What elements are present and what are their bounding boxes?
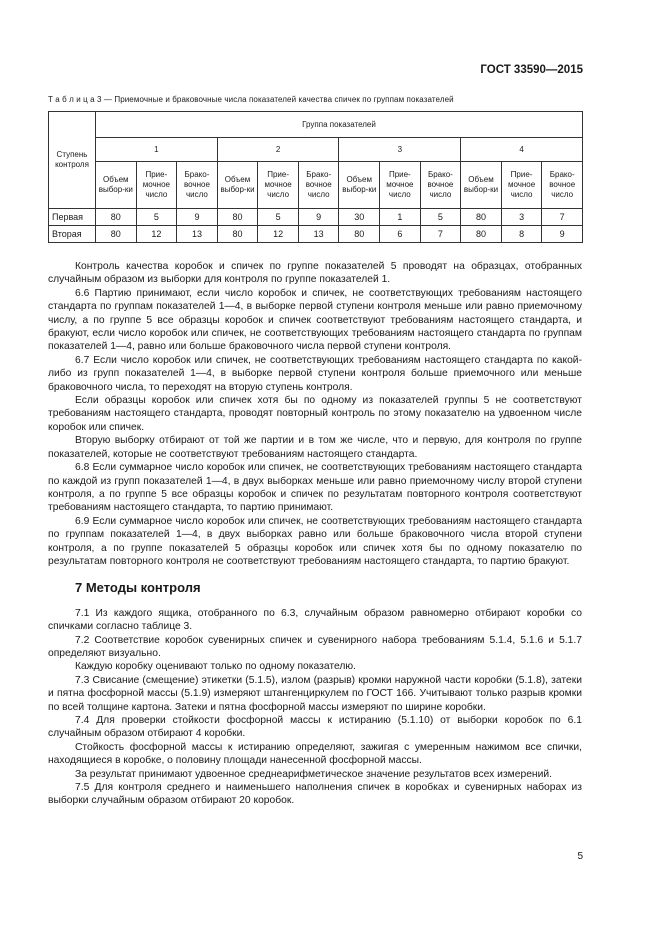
subheader-rejection: Брако-вочное число bbox=[542, 162, 583, 209]
group-number: 3 bbox=[339, 138, 461, 162]
group-number: 1 bbox=[96, 138, 218, 162]
group-number: 4 bbox=[461, 138, 583, 162]
acceptance-table bbox=[48, 111, 583, 243]
paragraph: Вторую выборку отбирают от той же партии и в том же числе, что и первую, для контроля по группе показателей, которые не соответствуют требованиям настоящего стандарта. bbox=[48, 435, 582, 460]
table-cell: 80 bbox=[461, 226, 502, 243]
group-number: 2 bbox=[217, 138, 339, 162]
table-cell: 7 bbox=[542, 209, 583, 226]
subheader-sample-size: Объем выбор-ки bbox=[217, 162, 258, 209]
table-cell: 80 bbox=[96, 226, 137, 243]
table-row bbox=[49, 226, 583, 243]
table-cell: 9 bbox=[177, 209, 218, 226]
body-text bbox=[48, 260, 582, 808]
table-cell: 80 bbox=[339, 226, 380, 243]
table-cell: 12 bbox=[136, 226, 177, 243]
table-cell: 30 bbox=[339, 209, 380, 226]
row-label: Вторая bbox=[49, 226, 96, 243]
table-cell: 9 bbox=[542, 226, 583, 243]
table-cell: 8 bbox=[501, 226, 542, 243]
table-cell: 80 bbox=[217, 226, 258, 243]
table-cell: 6 bbox=[380, 226, 421, 243]
page-number: 5 bbox=[577, 851, 583, 862]
table-cell: 5 bbox=[136, 209, 177, 226]
paragraph: Контроль качества коробок и спичек по группе показателей 5 проводят на образцах, отобранных случайным образом из выборки для контроля по группе показателей 1. bbox=[48, 261, 582, 286]
paragraph: 7.2 Соответствие коробок сувенирных спичек и сувенирного набора требованиям 5.1.4, 5.1.6 и 5.1.7 определяют визуально. bbox=[48, 634, 582, 659]
table-row bbox=[49, 209, 583, 226]
table-cell: 1 bbox=[380, 209, 421, 226]
table-cell: 13 bbox=[298, 226, 339, 243]
paragraph: 6.9 Если суммарное число коробок или спичек, не соответствующих требованиям настоящего стандарта по группам показателей 1—4, в двух выборках равно или больше браковочного числа второй ступени контроля, а по группе показателей 5 образцы коробок или спичек хотя бы по одному показателю по результатам повторного контроля не соответствуют требованиям настоящего стандарта, то партию бракуют. bbox=[48, 515, 582, 567]
table-cell: 80 bbox=[461, 209, 502, 226]
section-title: 7 Методы контроля bbox=[75, 580, 201, 596]
subheader-acceptance: Прие-мочное число bbox=[258, 162, 299, 209]
paragraph: 7.5 Для контроля среднего и наименьшего наполнения спичек в коробках и сувенирных наборах из выборки случайным образом отбирают 20 коробок. bbox=[48, 782, 582, 807]
table-cell: 5 bbox=[258, 209, 299, 226]
group-header: Группа показателей bbox=[96, 112, 583, 138]
row-label: Первая bbox=[49, 209, 96, 226]
subheader-sample-size: Объем выбор-ки bbox=[339, 162, 380, 209]
paragraph: Стойкость фосфорной массы к истиранию определяют, зажигая с умеренным нажимом все спички, находящиеся в коробке, о половину площади нанесенной фосфорной массы. bbox=[48, 741, 582, 767]
paragraph: Каждую коробку оценивают только по одному показателю. bbox=[75, 661, 356, 673]
subheader-rejection: Брако-вочное число bbox=[177, 162, 218, 209]
subheader-sample-size: Объем выбор-ки bbox=[96, 162, 137, 209]
paragraph: 7.4 Для проверки стойкости фосфорной массы к истиранию (5.1.10) от выборки коробок по 6.1 случайным образом отбирают 4 коробки. bbox=[48, 715, 582, 740]
subheader-acceptance: Прие-мочное число bbox=[136, 162, 177, 209]
table-cell: 3 bbox=[501, 209, 542, 226]
paragraph: За результат принимают удвоенное среднеарифметическое значение результатов всех измерений. bbox=[75, 768, 552, 780]
paragraph: 7.1 Из каждого ящика, отобранного по 6.3, случайным образом равномерно отбирают коробки со спичками согласно таблице 3. bbox=[48, 607, 582, 633]
table-cell: 13 bbox=[177, 226, 218, 243]
table-cell: 9 bbox=[298, 209, 339, 226]
subheader-acceptance: Прие-мочное число bbox=[501, 162, 542, 209]
subheader-sample-size: Объем выбор-ки bbox=[461, 162, 502, 209]
document-header: ГОСТ 33590—2015 bbox=[480, 64, 583, 76]
subheader-acceptance: Прие-мочное число bbox=[380, 162, 421, 209]
table-cell: 12 bbox=[258, 226, 299, 243]
table-cell: 80 bbox=[217, 209, 258, 226]
paragraph: 6.6 Партию принимают, если число коробок и спичек, не соответствующих требованиям настоящего стандарта по группам показателей 1—4, в выборке первой ступени контроля меньше или равно приемочному числу, а по группе 5 все образцы коробок и спичек соответствуют требованиям настоящего стандарта, и бракуют, если число коробок или спичек, не соответствующих требованиям настоящего стандарта по группам показателей 1—4, равно или больше браковочного числа первой ступени контроля. bbox=[48, 287, 582, 353]
table-cell: 5 bbox=[420, 209, 461, 226]
table-cell: 7 bbox=[420, 226, 461, 243]
paragraph: 6.7 Если число коробок или спичек, не соответствующих требованиям настоящего стандарта по какой-либо из групп показателей 1—4, в выборке первой ступени контроля больше приемочного или меньше браковочного числа, то переходят на вторую ступень контроля. bbox=[48, 354, 582, 393]
paragraph: Если образцы коробок или спичек хотя бы по одному из показателей группы 5 не соответствуют требованиям настоящего стандарта, проводят повторный контроль по этому показателю на удвоенном числе коробок или спичек. bbox=[48, 395, 582, 433]
table-cell: 80 bbox=[96, 209, 137, 226]
stage-header: Ступень контроля bbox=[49, 112, 96, 209]
table-caption: Т а б л и ц а 3 — Приемочные и браковочные числа показателей качества спичек по группам показателей bbox=[48, 95, 454, 104]
paragraph: 6.8 Если суммарное число коробок или спичек, не соответствующих требованиям настоящего стандарта по каждой из групп показателей 1—4, в двух выборках меньше или равно приемочному числу второй ступени контроля, а по группе 5 все образцы коробок и спичек по результатам повторного контроля соответствуют требованиям настоящего стандарта, то партию принимают. bbox=[48, 462, 582, 514]
paragraph: 7.3 Свисание (смещение) этикетки (5.1.5), излом (разрыв) кромки наружной части коробки (5.1.8), затеки и пятна фосфорной массы (5.1.9) измеряют штангенциркулем по ГОСТ 166. Учитывают только разрыв кромки по всей толщине картона. Затеки и пятна фосфорной массы измеряют по ширине коробки. bbox=[48, 674, 582, 713]
subheader-rejection: Брако-вочное число bbox=[420, 162, 461, 209]
subheader-rejection: Брако-вочное число bbox=[298, 162, 339, 209]
